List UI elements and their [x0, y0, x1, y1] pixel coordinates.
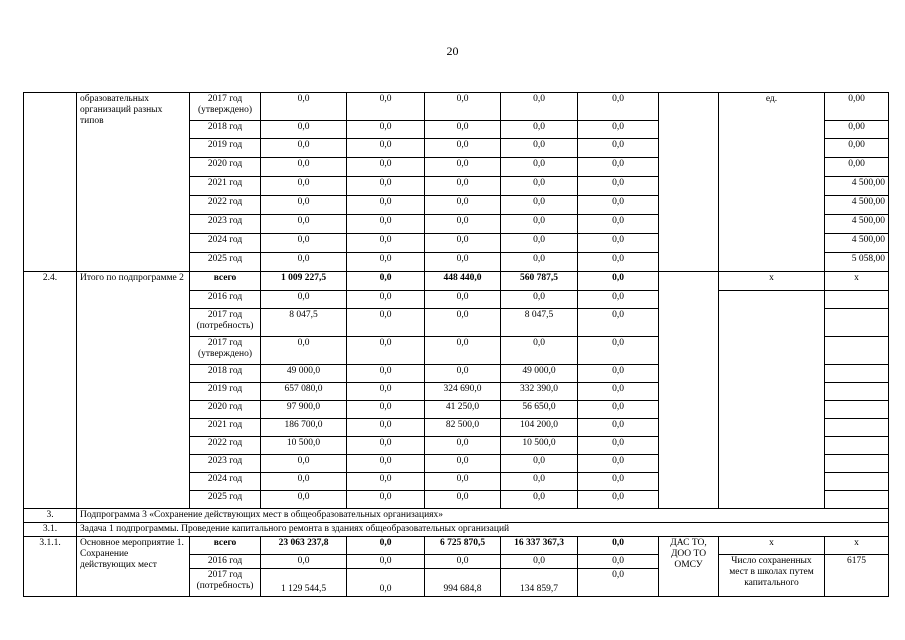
- target-cell: 5 058,00: [825, 253, 889, 272]
- value-cell: 0,0: [425, 473, 501, 491]
- value-cell: 0,0: [578, 383, 659, 401]
- task-title: Задача 1 подпрограммы. Проведение капитального ремонта в зданиях общеобразовательных организаций: [77, 523, 889, 537]
- target-cell: 4 500,00: [825, 215, 889, 234]
- year-cell: 2022 год: [190, 196, 261, 215]
- table-row: [24, 523, 889, 537]
- value-cell: 0,0: [578, 437, 659, 455]
- row-number-cell: 3.1.: [24, 523, 77, 537]
- value-cell: 0,0: [425, 491, 501, 509]
- year-cell: 2025 год: [190, 253, 261, 272]
- value-cell: 10 500,0: [501, 437, 578, 455]
- year-cell: 2019 год: [190, 139, 261, 158]
- value-cell: 0,0: [425, 309, 501, 337]
- value-cell: 0,0: [425, 291, 501, 309]
- row-name-cell: образовательных организаций разных типов: [77, 93, 190, 272]
- value-cell: 0,0: [425, 196, 501, 215]
- year-cell: всего: [190, 272, 261, 291]
- value-cell: 0,0: [501, 121, 578, 139]
- value-cell: 0,0: [261, 121, 347, 139]
- table-row: [24, 509, 889, 523]
- year-cell: 2017 год (утверждено): [190, 93, 261, 121]
- target-cell: 4 500,00: [825, 196, 889, 215]
- value-cell: 0,0: [501, 93, 578, 121]
- value-cell: 0,0: [578, 419, 659, 437]
- value-cell: 0,0: [578, 253, 659, 272]
- target-cell: [825, 383, 889, 401]
- value-cell: 0,0: [347, 253, 425, 272]
- value-cell: 0,0: [501, 196, 578, 215]
- value-cell: 0,0: [501, 139, 578, 158]
- value-cell: 0,0: [347, 234, 425, 253]
- value-cell: 0,0: [261, 158, 347, 177]
- value-cell: 0,0: [347, 93, 425, 121]
- value-cell: 0,0: [501, 253, 578, 272]
- value-cell: 0,0: [578, 537, 659, 555]
- value-cell: 0,0: [347, 158, 425, 177]
- target-cell: [825, 473, 889, 491]
- value-cell: 0,0: [578, 569, 659, 597]
- table-row: [24, 537, 889, 555]
- year-cell: 2020 год: [190, 401, 261, 419]
- page-number: 20: [446, 44, 459, 58]
- table-row: [24, 93, 889, 121]
- value-cell: 0,0: [425, 365, 501, 383]
- value-cell: 0,0: [425, 337, 501, 365]
- value-cell: 0,0: [261, 473, 347, 491]
- unit-cell: ед.: [719, 93, 825, 272]
- value-cell: 6 725 870,5: [425, 537, 501, 555]
- value-cell: 0,0: [347, 491, 425, 509]
- value-cell: 49 000,0: [501, 365, 578, 383]
- target-cell: [825, 419, 889, 437]
- value-cell: 0,0: [261, 253, 347, 272]
- value-cell: 0,0: [261, 196, 347, 215]
- value-cell: 0,0: [578, 121, 659, 139]
- value-cell: 0,0: [578, 196, 659, 215]
- target-cell: [825, 491, 889, 509]
- value-cell: 0,0: [425, 93, 501, 121]
- value-cell: 0,0: [347, 365, 425, 383]
- value-cell: 0,0: [347, 177, 425, 196]
- value-cell: 0,0: [578, 215, 659, 234]
- value-cell: 0,0: [578, 309, 659, 337]
- value-cell: 0,0: [501, 158, 578, 177]
- indicator-cell: Число сохраненных мест в школах путем капитального: [719, 555, 825, 597]
- value-cell: 41 250,0: [425, 401, 501, 419]
- value-cell: 0,0: [501, 491, 578, 509]
- value-cell: 0,0: [578, 272, 659, 291]
- value-cell: 0,0: [425, 121, 501, 139]
- value-cell: 0,0: [425, 139, 501, 158]
- target-cell: 6175: [825, 555, 889, 597]
- value-cell: 0,0: [501, 234, 578, 253]
- value-cell: 0,0: [347, 383, 425, 401]
- value-cell: 0,0: [261, 337, 347, 365]
- target-cell: 0,00: [825, 139, 889, 158]
- value-cell: 134 859,7: [501, 569, 578, 597]
- value-cell: 10 500,0: [261, 437, 347, 455]
- value-cell: 0,0: [501, 555, 578, 569]
- value-cell: 657 080,0: [261, 383, 347, 401]
- value-cell: 0,0: [425, 253, 501, 272]
- target-cell: 0,00: [825, 121, 889, 139]
- value-cell: 0,0: [578, 473, 659, 491]
- row-number-cell: 2.4.: [24, 272, 77, 509]
- year-cell: 2021 год: [190, 419, 261, 437]
- target-cell: [825, 365, 889, 383]
- target-cell: [825, 401, 889, 419]
- target-cell: x: [825, 537, 889, 555]
- target-cell: 4 500,00: [825, 177, 889, 196]
- value-cell: 0,0: [347, 473, 425, 491]
- value-cell: 0,0: [578, 158, 659, 177]
- value-cell: 0,0: [261, 291, 347, 309]
- value-cell: 0,0: [261, 491, 347, 509]
- value-cell: 104 200,0: [501, 419, 578, 437]
- value-cell: 448 440,0: [425, 272, 501, 291]
- value-cell: 0,0: [501, 337, 578, 365]
- year-cell: 2024 год: [190, 473, 261, 491]
- year-cell: 2025 год: [190, 491, 261, 509]
- value-cell: 0,0: [425, 234, 501, 253]
- value-cell: 0,0: [261, 215, 347, 234]
- value-cell: 0,0: [347, 569, 425, 597]
- value-cell: 0,0: [261, 139, 347, 158]
- value-cell: 0,0: [347, 272, 425, 291]
- value-cell: 0,0: [261, 177, 347, 196]
- value-cell: 0,0: [347, 401, 425, 419]
- budget-table: [23, 92, 889, 597]
- value-cell: 0,0: [347, 537, 425, 555]
- row-name-cell: Итого по подпрограмме 2: [77, 272, 190, 509]
- value-cell: 0,0: [501, 215, 578, 234]
- value-cell: 0,0: [578, 365, 659, 383]
- value-cell: 8 047,5: [261, 309, 347, 337]
- indicator-cell: x: [719, 537, 825, 555]
- value-cell: 186 700,0: [261, 419, 347, 437]
- target-cell: [825, 337, 889, 365]
- year-cell: 2019 год: [190, 383, 261, 401]
- year-cell: 2020 год: [190, 158, 261, 177]
- value-cell: 0,0: [261, 455, 347, 473]
- year-cell: 2024 год: [190, 234, 261, 253]
- value-cell: 0,0: [261, 555, 347, 569]
- value-cell: 0,0: [347, 437, 425, 455]
- value-cell: 0,0: [578, 93, 659, 121]
- row-number-cell: 3.1.1.: [24, 537, 77, 597]
- year-cell: всего: [190, 537, 261, 555]
- indicator-cell: [719, 291, 825, 509]
- value-cell: 0,0: [578, 234, 659, 253]
- value-cell: 0,0: [501, 455, 578, 473]
- row-number-cell: [24, 93, 77, 272]
- value-cell: 0,0: [347, 139, 425, 158]
- target-cell: x: [825, 272, 889, 291]
- value-cell: 0,0: [501, 291, 578, 309]
- value-cell: 0,0: [347, 455, 425, 473]
- year-cell: 2017 год (потребность): [190, 569, 261, 597]
- value-cell: 82 500,0: [425, 419, 501, 437]
- value-cell: 0,0: [425, 158, 501, 177]
- target-cell: [825, 455, 889, 473]
- year-cell: 2017 год (утверждено): [190, 337, 261, 365]
- value-cell: 0,0: [347, 121, 425, 139]
- year-cell: 2017 год (потребность): [190, 309, 261, 337]
- value-cell: 97 900,0: [261, 401, 347, 419]
- value-cell: 0,0: [347, 291, 425, 309]
- value-cell: 8 047,5: [501, 309, 578, 337]
- value-cell: 0,0: [425, 177, 501, 196]
- value-cell: 0,0: [261, 234, 347, 253]
- year-cell: 2023 год: [190, 455, 261, 473]
- executor-cell: [659, 272, 719, 509]
- year-cell: 2023 год: [190, 215, 261, 234]
- value-cell: 0,0: [347, 419, 425, 437]
- value-cell: 0,0: [578, 139, 659, 158]
- value-cell: 1 009 227,5: [261, 272, 347, 291]
- value-cell: 560 787,5: [501, 272, 578, 291]
- value-cell: 23 063 237,8: [261, 537, 347, 555]
- value-cell: 0,0: [501, 177, 578, 196]
- value-cell: 49 000,0: [261, 365, 347, 383]
- value-cell: 0,0: [261, 93, 347, 121]
- value-cell: 0,0: [425, 215, 501, 234]
- year-cell: 2018 год: [190, 365, 261, 383]
- row-number-cell: 3.: [24, 509, 77, 523]
- target-cell: [825, 291, 889, 309]
- value-cell: 0,0: [578, 555, 659, 569]
- value-cell: 56 650,0: [501, 401, 578, 419]
- value-cell: 0,0: [425, 437, 501, 455]
- value-cell: 0,0: [347, 196, 425, 215]
- value-cell: 0,0: [578, 177, 659, 196]
- executor-cell: [659, 93, 719, 272]
- value-cell: 0,0: [578, 401, 659, 419]
- value-cell: 0,0: [578, 337, 659, 365]
- value-cell: 0,0: [578, 455, 659, 473]
- year-cell: 2021 год: [190, 177, 261, 196]
- value-cell: 0,0: [425, 455, 501, 473]
- value-cell: 0,0: [347, 337, 425, 365]
- value-cell: 0,0: [347, 555, 425, 569]
- value-cell: 0,0: [501, 473, 578, 491]
- target-cell: 0,00: [825, 158, 889, 177]
- year-cell: 2018 год: [190, 121, 261, 139]
- subprogram-title: Подпрограмма 3 «Сохранение действующих мест в общеобразовательных организациях»: [77, 509, 889, 523]
- value-cell: 324 690,0: [425, 383, 501, 401]
- value-cell: 0,0: [425, 555, 501, 569]
- value-cell: 0,0: [347, 215, 425, 234]
- value-cell: 0,0: [347, 309, 425, 337]
- value-cell: 0,0: [578, 291, 659, 309]
- target-cell: 0,00: [825, 93, 889, 121]
- value-cell: 0,0: [578, 491, 659, 509]
- value-cell: 1 129 544,5: [261, 569, 347, 597]
- indicator-cell: x: [719, 272, 825, 291]
- year-cell: 2022 год: [190, 437, 261, 455]
- table-row: [24, 272, 889, 291]
- year-cell: 2016 год: [190, 291, 261, 309]
- value-cell: 332 390,0: [501, 383, 578, 401]
- executor-cell: ДАС ТО, ДОО ТО ОМСУ: [659, 537, 719, 597]
- year-cell: 2016 год: [190, 555, 261, 569]
- target-cell: [825, 437, 889, 455]
- value-cell: 16 337 367,3: [501, 537, 578, 555]
- value-cell: 994 684,8: [425, 569, 501, 597]
- row-name-cell: Основное мероприятие 1. Сохранение действующих мест: [77, 537, 190, 597]
- target-cell: [825, 309, 889, 337]
- target-cell: 4 500,00: [825, 234, 889, 253]
